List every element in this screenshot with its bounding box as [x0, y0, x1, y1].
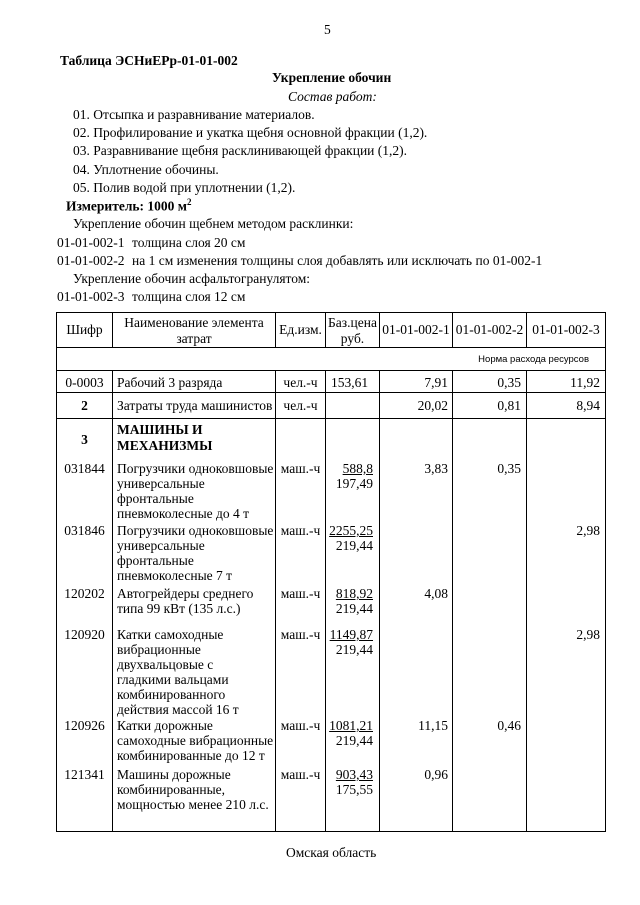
table-cell-price-top: 1149,87: [329, 627, 373, 642]
table-cell-price-top: 1081,21: [329, 718, 373, 733]
table-cell-c3: 8,94: [576, 398, 600, 413]
method-line-text: толщина слоя 20 см: [132, 235, 246, 250]
table-cell-name: двухвальцовые с: [117, 657, 214, 672]
table-cell-unit: маш.-ч: [280, 767, 321, 782]
norm-label: Норма расхода ресурсов: [478, 354, 589, 365]
header-price-line1: Баз.цена: [328, 315, 377, 330]
table-cell-code: 2: [81, 398, 88, 413]
method2-title: Укрепление обочин асфальтогранулятом:: [73, 271, 311, 286]
table-cell-name: Катки самоходные: [117, 627, 224, 642]
machines-header-line1: МАШИНЫ И: [117, 422, 203, 437]
table-cell-name: Затраты труда машинистов: [117, 398, 273, 413]
table-cell-name: пневмоколесные 7 т: [117, 568, 233, 583]
table-cell-name: фронтальные: [117, 491, 194, 506]
header-name-line1: Наименование элемента: [124, 315, 264, 330]
table-cell-price-bottom: 197,49: [335, 476, 373, 491]
table-cell-name: мощностью менее 210 л.с.: [117, 797, 269, 812]
meter-label: Измеритель: 1000 $м^2$: [66, 197, 192, 214]
table-cell-price-top: 903,43: [335, 767, 373, 782]
table-cell-code: 031844: [64, 461, 105, 476]
table-cell-name: комбинированные,: [117, 782, 226, 797]
header-price-line2: руб.: [340, 331, 365, 346]
table-cell-c1: 7,91: [424, 375, 448, 390]
table-cell-c2: 0,81: [497, 398, 521, 413]
table-cell-name: пневмоколесные до 4 т: [117, 506, 250, 521]
table-cell-code: 0-0003: [65, 375, 104, 390]
section-title: Укрепление обочин: [272, 70, 392, 85]
table-cell-price-top: 2255,25: [329, 523, 373, 538]
header-name-line2: затрат: [176, 331, 212, 346]
table-cell-price-top: 588,8: [342, 461, 373, 476]
table-cell-unit: маш.-ч: [280, 523, 321, 538]
meter-superscript: 2: [187, 197, 192, 207]
table-cell-c2: 0,35: [497, 375, 521, 390]
table-cell-code: 120202: [64, 586, 105, 601]
table-cell-c3: 2,98: [576, 523, 600, 538]
method-line-text: на 1 см изменения толщины слоя добавлять или исключать по 01-002-1: [132, 253, 543, 268]
table-cell-c3: 2,98: [576, 627, 600, 642]
table-title: Таблица ЭСНиЕРр-01-01-002: [60, 53, 238, 68]
page-number: 5: [324, 22, 331, 37]
method-line-text: толщина слоя 12 см: [132, 289, 246, 304]
header-col3: 01-01-002-3: [532, 322, 600, 337]
header-unit: Ед.изм.: [279, 322, 322, 337]
table-cell-code: 121341: [64, 767, 105, 782]
table-cell-unit: маш.-ч: [280, 586, 321, 601]
table-cell-code: 3: [81, 432, 88, 447]
table-cell-unit: маш.-ч: [280, 627, 321, 642]
table-cell-c1: 4,08: [424, 586, 448, 601]
work-item: 02. Профилирование и укатка щебня основной фракции (1,2).: [73, 125, 428, 140]
method-line-code: 01-01-002-1: [57, 235, 125, 250]
table-cell-code: 120926: [64, 718, 105, 733]
table-cell-name: самоходные вибрационные: [117, 733, 274, 748]
work-item: 03. Разравнивание щебня расклинивающей фракции (1,2).: [73, 143, 408, 158]
header-code: Шифр: [66, 322, 103, 337]
table-cell-c1: 3,83: [424, 461, 448, 476]
table-cell-name: Погрузчики одноковшовые: [117, 461, 274, 476]
table-cell-price-bottom: 219,44: [335, 642, 373, 657]
table-cell-name: Катки дорожные: [117, 718, 213, 733]
table-cell-price-bottom: 219,44: [335, 538, 373, 553]
table-cell-name: действия массой 16 т: [117, 702, 239, 717]
work-composition-title: Состав работ:: [288, 89, 377, 104]
work-item: 04. Уплотнение обочины.: [73, 162, 219, 177]
table-cell-c2: 0,46: [497, 718, 521, 733]
table-cell-c1: 11,15: [418, 718, 448, 733]
table-cell-unit: маш.-ч: [280, 718, 321, 733]
footer-region: Омская область: [286, 845, 377, 860]
table-cell-price-top: 818,92: [335, 586, 373, 601]
table-cell-name: вибрационные: [117, 642, 201, 657]
table-cell-name: гладкими вальцами: [117, 672, 229, 687]
method-line-code: 01-01-002-2: [57, 253, 125, 268]
table-cell-unit: чел.-ч: [283, 398, 318, 413]
table-cell-code: 031846: [64, 523, 105, 538]
method1-title: Укрепление обочин щебнем методом расклинки:: [73, 216, 354, 231]
table-cell-c2: 0,35: [497, 461, 521, 476]
machines-header-line2: МЕХАНИЗМЫ: [117, 438, 213, 453]
table-cell-unit: чел.-ч: [283, 375, 318, 390]
table-cell-name: Автогрейдеры среднего: [117, 586, 254, 601]
table-cell-c3: 11,92: [570, 375, 600, 390]
table-cell-name: универсальные: [117, 476, 205, 491]
header-col2: 01-01-002-2: [455, 322, 524, 337]
table-cell-name: универсальные: [117, 538, 205, 553]
table-cell-name: комбинированного: [117, 687, 226, 702]
table-cell-name: Машины дорожные: [117, 767, 231, 782]
table-cell-unit: маш.-ч: [280, 461, 321, 476]
table-cell-price-bottom: 219,44: [335, 601, 373, 616]
work-item: 05. Полив водой при уплотнении (1,2).: [73, 180, 296, 195]
table-cell-price-bottom: 175,55: [335, 782, 373, 797]
method-line-code: 01-01-002-3: [57, 289, 125, 304]
table-cell-price: 153,61: [331, 375, 369, 390]
table-cell-c1: 0,96: [424, 767, 448, 782]
table-cell-name: Погрузчики одноковшовые: [117, 523, 274, 538]
header-col1: 01-01-002-1: [382, 322, 450, 337]
table-cell-price-bottom: 219,44: [335, 733, 373, 748]
table-cell-c1: 20,02: [417, 398, 448, 413]
table-cell-name: типа 99 кВт (135 л.с.): [117, 601, 241, 616]
work-item: 01. Отсыпка и разравнивание материалов.: [73, 107, 315, 122]
table-cell-name: комбинированные до 12 т: [117, 748, 265, 763]
table-cell-name: Рабочий 3 разряда: [117, 375, 223, 390]
table-cell-code: 120920: [64, 627, 105, 642]
table-cell-name: фронтальные: [117, 553, 194, 568]
